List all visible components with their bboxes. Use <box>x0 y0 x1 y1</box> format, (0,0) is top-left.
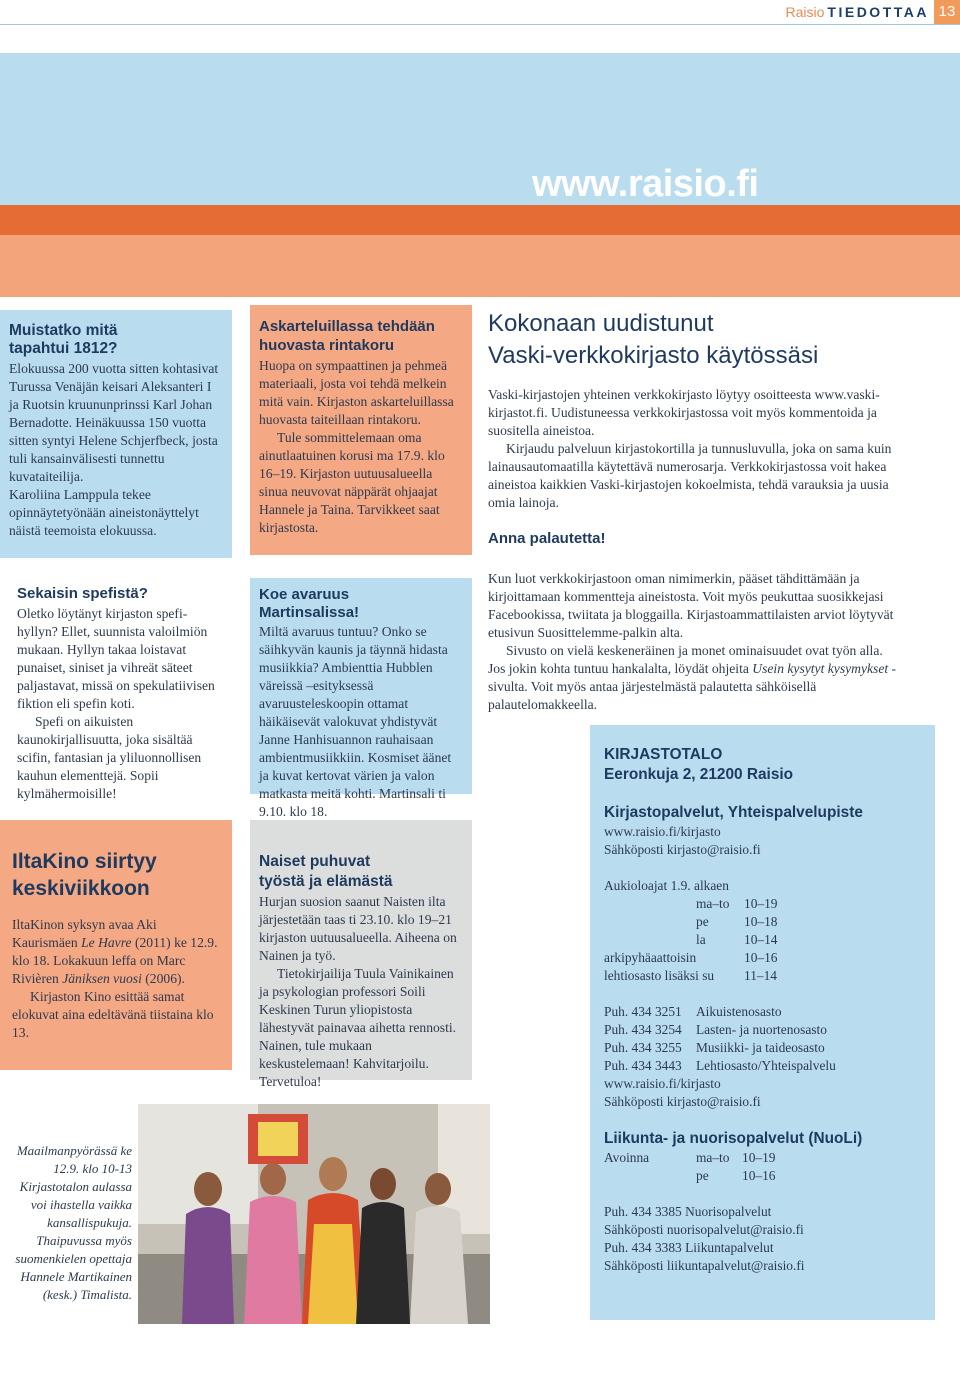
nuoli-title: Liikunta- ja nuorisopalvelut (NuoLi) <box>604 1130 863 1147</box>
hours-row <box>604 931 921 949</box>
phone-dept: Lehtiosasto/Yhteispalvelu <box>696 1058 836 1073</box>
faq-link[interactable]: Usein kysytyt kysymykset <box>752 661 889 676</box>
library-email[interactable]: Sähköposti kirjasto@raisio.fi <box>604 842 761 857</box>
nuoli-hours-row <box>604 1167 921 1185</box>
muistatko-para1: Elokuussa 200 vuotta sitten kohtasivat Turussa Venäjän keisari Aleksanteri I ja Ruotsin kruununprinssi Karl Johan Bernadotte. Heinäkuussa 150 vuotta sitten syntyi Helene Schjerfbeck, josta tuli kansainvälisesti tunnettu kuvataiteilija. <box>9 361 219 484</box>
spacer <box>604 859 921 877</box>
naiset-box <box>250 820 472 1089</box>
banner-red-band <box>0 205 960 235</box>
banner-blue-band <box>0 53 960 205</box>
nuoli-hours-row <box>604 1149 921 1167</box>
avaruus-title-line1: Koe avaruus <box>259 586 350 603</box>
spefi-para2: Spefi on aikuisten kaunokirjallisuutta, joka sisältää scifin, fantasian ja yliluonnollisen kauhun elementtejä. Sopii kylmähermoisille! <box>17 714 202 801</box>
feedback-para2 <box>488 642 898 714</box>
page-number: 13 <box>934 0 960 24</box>
library-address: Eeronkuja 2, 21200 Raisio <box>604 766 794 783</box>
hours-row <box>604 967 921 985</box>
muistatko-para2: Karoliina Lamppula tekee opinnäytetyönään aineistonäyttelyt näistä teemoista elokuussa. <box>9 487 199 538</box>
avaruus-box <box>250 578 472 819</box>
library-name: KIRJASTOTALO <box>604 746 723 763</box>
film-title-1: Le Havre <box>81 935 132 950</box>
phone-number[interactable]: Puh. 434 3255 <box>604 1040 682 1055</box>
hours-time: 10–14 <box>744 932 778 947</box>
askartelu-para1: Huopa on sympaattinen ja pehmeä materiaali, josta voi tehdä melkein mitä vain. Kirjaston askarteluillassa huovasta taiteillaan rintakoru. <box>259 358 454 427</box>
nuoli-contact[interactable]: Puh. 434 3385 Nuorisopalvelut <box>604 1204 772 1219</box>
phone-row <box>604 1057 921 1075</box>
hours-title: Aukioloajat 1.9. alkaen <box>604 878 729 893</box>
hours-day: la <box>696 932 706 947</box>
spacer <box>604 1185 921 1203</box>
vaski-para2: Kirjaudu palveluun kirjastokortilla ja tunnusluvulla, joka on sama kuin lainausautomaatilla käytettävä numerosarja. Verkkokirjastossa voit hakea aineistoa kaikkien Vaski-kirjastojen kokoelmista, tehdä varauksia ja uusia omia lainoja. <box>488 441 892 510</box>
muistatko-title-line1: Muistatko mitä <box>9 322 118 339</box>
phone-row <box>604 1003 921 1021</box>
iltakino-para2: Kirjaston Kino esittää samat elokuvat aina edeltävänä tiistaina klo 13. <box>12 989 214 1040</box>
spefi-title: Sekaisin spefistä? <box>17 585 148 602</box>
avaruus-para1: Miltä avaruus tuntuu? Onko se säihkyvän kaunis ja täynnä hidasta musiikkia? Ambienttia Hubblen väreissä –esityksessä avaruusteleskoopin ottamat häikäisevät valokuvat yhdistyvät Janne Hanhisuannon rauhaisaan ambientmusiikkiin. Kosmiset äänet ja kuvat kertovat värien ja valon matkasta meitä kohti. Martinsali ti 9.10. klo 18. <box>259 624 452 819</box>
library-web-link-2[interactable]: www.raisio.fi/kirjasto <box>604 1076 721 1091</box>
library-web-link[interactable]: www.raisio.fi/kirjasto <box>604 824 721 839</box>
askartelu-title <box>259 317 463 355</box>
site-url-link[interactable]: www.raisio.fi <box>532 163 759 205</box>
phone-row <box>604 1039 921 1057</box>
phone-number[interactable]: Puh. 434 3251 <box>604 1004 682 1019</box>
photo-illustration <box>138 1104 490 1324</box>
event-photo <box>138 1104 490 1324</box>
nuoli-time: 10–16 <box>742 1168 776 1183</box>
iltakino-box <box>0 820 232 1070</box>
vaski-title <box>488 308 928 372</box>
askartelu-title-line1: Askarteluillassa tehdään <box>259 318 435 335</box>
iltakino-para1 <box>12 916 220 988</box>
naiset-para1: Hurjan suosion saanut Naisten ilta järjestetään taas ti 23.10. klo 19–21 kirjaston uutuusalueella. Aiheena on Nainen ja työ. <box>259 894 457 963</box>
hours-row <box>604 949 921 967</box>
vaski-title-line1: Kokonaan uudistunut <box>488 310 714 337</box>
feedback-body <box>488 570 898 714</box>
nuoli-contact[interactable]: Puh. 434 3383 Liikuntapalvelut <box>604 1240 774 1255</box>
phone-dept: Musiikki- ja taideosasto <box>696 1040 825 1055</box>
nuoli-contact[interactable]: Sähköposti liikuntapalvelut@raisio.fi <box>604 1258 805 1273</box>
spacer <box>604 985 921 1003</box>
nuoli-open-label: Avoinna <box>604 1150 650 1165</box>
naiset-para2: Tietokirjailija Tuula Vainikainen ja psykologian professori Soili Keskinen Turun yliopistosta lähestyvät painavaa aihetta rennosti. Nainen, tule mukaan keskustelemaan! Kahvitarjoilu. Tervetuloa! <box>259 966 457 1089</box>
nuoli-time: 10–19 <box>742 1150 776 1165</box>
iltakino-title-line2: keskiviikkoon <box>12 877 150 900</box>
nuoli-contact[interactable]: Sähköposti nuorisopalvelut@raisio.fi <box>604 1222 804 1237</box>
feedback-para2-text: Sivusto on vielä keskeneräinen ja monet ominaisuudet ovat työn alla. Jos jokin kohta tuntuu hankalalta, löydät ohjeita <box>488 643 883 676</box>
hours-day: arkipyhäaattoisin <box>604 950 697 965</box>
iltakino-para1-b: (2011) ke 12.9. klo 18. Lokakuun leffa on Marc Rivièren <box>12 935 218 986</box>
hours-time: 11–14 <box>744 968 777 983</box>
phone-dept: Lasten- ja nuortenosasto <box>696 1022 827 1037</box>
photo-caption: Maailmanpyörässä ke 12.9. klo 10-13 Kirjastotalon aulassa voi ihastella vaikka kansallispukuja. Thaipuvussa myös suomenkielen opettaja Hannele Martikainen (kesk.) Timalista. <box>15 1143 132 1302</box>
muistatko-box <box>0 310 232 558</box>
vaski-title-line2: Vaski-verkkokirjasto käytössäsi <box>488 342 819 369</box>
askartelu-para2: Tule sommittelemaan oma ainutlaatuinen korusi ma 17.9. klo 16–19. Kirjaston uutuusalueella sinua neuvovat näppärät ohjaajat Hannele ja Taina. Tarvikkeet saat kirjastosta. <box>259 430 445 535</box>
iltakino-title <box>12 848 220 902</box>
phone-dept: Aikuistenosasto <box>696 1004 782 1019</box>
vaski-body <box>488 386 898 512</box>
avaruus-title-line2: Martinsalissa! <box>259 604 360 621</box>
header-brand: Raisio <box>785 4 825 20</box>
avaruus-title <box>259 586 463 622</box>
film-title-2: Jäniksen vuosi <box>62 971 142 986</box>
hours-time: 10–16 <box>744 950 778 965</box>
library-email-2[interactable]: Sähköposti kirjasto@raisio.fi <box>604 1094 761 1109</box>
hours-day: ma–to <box>696 896 730 911</box>
muistatko-title-line2: tapahtui 1812? <box>9 340 118 357</box>
header-title <box>786 4 929 20</box>
hours-time: 10–19 <box>744 896 778 911</box>
feedback-para1: Kun luot verkkokirjastoon oman nimimerkin, pääset tähdittämään ja kirjoittamaan kommentteja aineistosta. Voit myös peukuttaa suosikkejasi Facebookissa, twiitata ja bloggailla. Kirjastoammattilaisten arviot löytyvät etusivun Suosittelemme-palkin alta. <box>488 571 894 640</box>
header-section: TIEDOTTAA <box>827 4 929 20</box>
header-divider <box>0 24 960 25</box>
library-info-box <box>590 725 935 1320</box>
hours-row <box>604 895 921 913</box>
feedback-subtitle: Anna palautetta! <box>488 530 606 547</box>
phone-number[interactable]: Puh. 434 3443 <box>604 1058 682 1073</box>
library-services-title: Kirjastopalvelut, Yhteispalvelupiste <box>604 804 863 821</box>
hours-row <box>604 913 921 931</box>
iltakino-title-line1: IltaKino siirtyy <box>12 850 157 873</box>
banner-orange-band <box>0 235 960 297</box>
naiset-title-line1: Naiset puhuvat <box>259 853 371 870</box>
feedback-para2-end: -sivulta. Voit myös antaa järjestelmästä palautetta sähköisellä palautelomakkeella. <box>488 661 897 712</box>
phone-row <box>604 1021 921 1039</box>
page-header <box>0 0 960 25</box>
naiset-title <box>259 852 463 892</box>
askartelu-title-line2: huovasta rintakoru <box>259 337 395 354</box>
phone-number[interactable]: Puh. 434 3254 <box>604 1022 682 1037</box>
nuoli-day: ma–to <box>696 1150 730 1165</box>
spefi-para1: Oletko löytänyt kirjaston spefi-hyllyn? Ellet, suunnista valoilmiön mukaan. Hyllyn takaa loistavat punaiset, siniset ja vihreät säteet paljastavat, missä on spekulatiivisen fiktion eli spefin koti. <box>17 606 215 711</box>
hours-day: lehtiosasto lisäksi su <box>604 968 715 983</box>
hours-time: 10–18 <box>744 914 778 929</box>
vaski-para1: Vaski-kirjastojen yhteinen verkkokirjasto löytyy osoitteesta www.vaski-kirjastot.fi. Uudistuneessa verkkokirjastossa voit myös kommentoida ja suositella aineistoa. <box>488 387 880 438</box>
muistatko-title <box>9 322 223 358</box>
nuoli-day: pe <box>696 1168 709 1183</box>
iltakino-para1-c: (2006). <box>141 971 185 986</box>
spefi-box <box>8 580 230 801</box>
naiset-title-line2: työstä ja elämästä <box>259 873 393 890</box>
iltakino-para1-a: IltaKinon syksyn avaa Aki Kaurismäen <box>12 917 157 950</box>
hours-day: pe <box>696 914 709 929</box>
askartelu-box <box>250 305 472 555</box>
nuoli-open-label-blank <box>604 1167 696 1185</box>
